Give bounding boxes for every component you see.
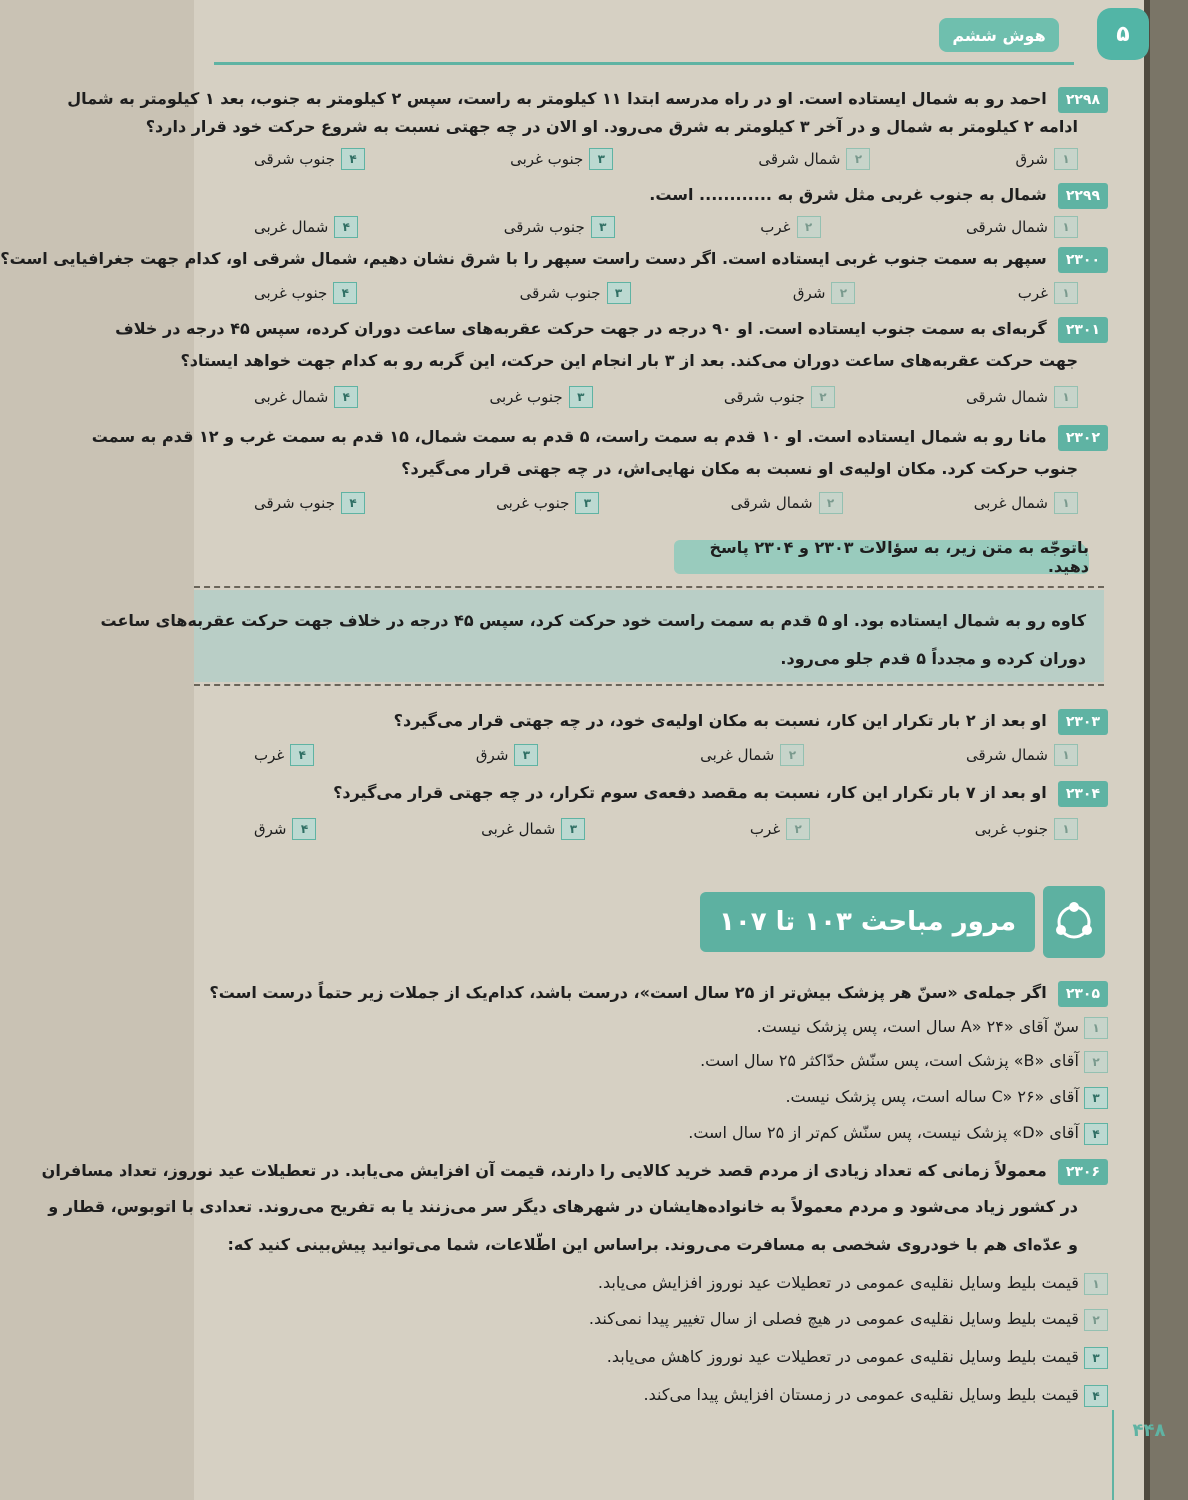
question-text: او بعد از ۷ بار تکرار این کار، نسبت به مقصد دفعه‌ی سوم تکرار، در چه جهتی قرار می‌گیرد؟ [333,783,1047,802]
header-rule [214,62,1074,65]
options-2301 [254,384,1078,410]
option-3[interactable]: ۳ جنوب شرقی [520,280,631,306]
question-number: ۲۳۰۰ [1058,247,1108,273]
options-2304 [254,816,1078,842]
question-text-continued: جهت حرکت عقربه‌های ساعت دوران می‌کند. بعد از ۳ بار انجام این حرکت، این گربه رو به کدام جهت خواهد ایستاد؟ [180,351,1078,370]
question-text: مانا رو به شمال ایستاده است. او ۱۰ قدم به سمت راست، ۵ قدم به سمت شمال، ۱۵ قدم به سمت غرب و ۱۲ قدم به سمت [91,427,1047,446]
option-3[interactable]: ۳ شمال غربی [481,816,585,842]
passage-line: دوران کرده و مجدداً ۵ قدم جلو می‌رود. [780,649,1086,668]
option-1[interactable]: ۱ شمال شرقی [966,214,1078,240]
option-4[interactable]: ۴ آقای «D» پزشک نیست، پس سنّش کم‌تر از ۲۵ سال است. [234,1120,1108,1146]
option-3[interactable]: ۳ آقای «C» ۲۶ ساله است، پس پزشک نیست. [234,1084,1108,1110]
question-2302 [91,424,1108,451]
question-2303 [214,708,1108,735]
option-1[interactable]: ۱ جنوب غربی [975,816,1078,842]
review-cycle-icon [1043,886,1105,958]
question-text-continued: ادامه ۲ کیلومتر به شمال و در آخر ۳ کیلومتر به شرق می‌رود. او الان در چه جهتی نسبت به شروع حرکت خود قرار دارد؟ [145,117,1078,136]
passage-line: کاوه رو به شمال ایستاده بود. او ۵ قدم به سمت راست خود حرکت کرد، سپس ۴۵ درجه در خلاف جهت حرکت عقربه‌های ساعت [100,611,1086,630]
question-2301 [115,316,1108,343]
option-1[interactable]: ۱ غرب [1018,280,1078,306]
option-4[interactable]: ۴ شمال غربی [254,384,358,410]
option-2[interactable]: ۲ جنوب شرقی [724,384,835,410]
option-1[interactable]: ۱ شرق [1016,146,1078,172]
question-text: او بعد از ۲ بار تکرار این کار، نسبت به مکان اولیه‌ی خود، در چه جهتی قرار می‌گیرد؟ [393,711,1047,730]
options-2299 [254,214,1078,240]
question-number: ۲۳۰۲ [1058,425,1108,451]
option-1[interactable]: ۱ سنّ آقای «A» ۲۴ سال است، پس پزشک نیست. [234,1014,1108,1040]
option-1[interactable]: ۱ شمال شرقی [966,384,1078,410]
question-text: سپهر به سمت جنوب غربی ایستاده است. اگر دست راست سپهر را با شرق نشان دهیم، شمال شرقی او، کدام جهت جغرافیایی است؟ [0,249,1047,268]
option-2[interactable]: ۲ غرب [750,816,810,842]
question-text-continued: و عدّه‌ای هم با خودروی شخصی به مسافرت می‌روند. براساس این اطّلاعات، شما می‌توانید پیش‌بینی کنید که: [227,1235,1078,1254]
option-4[interactable]: ۴ غرب [254,742,314,768]
question-text: شمال به جنوب غربی مثل شرق به ............ است. [649,185,1047,204]
options-2298 [254,146,1078,172]
option-2[interactable]: ۲ شمال شرقی [758,146,870,172]
option-4[interactable]: ۴ جنوب شرقی [254,490,365,516]
footer-rule [1112,1410,1114,1500]
question-2306 [41,1158,1108,1185]
question-text: اگر جمله‌ی «سنّ هر پزشک بیش‌تر از ۲۵ سال است»، درست باشد، کدام‌یک از جملات زیر حتماً درست است؟ [209,983,1047,1002]
options-2302 [254,490,1078,516]
option-2[interactable]: ۲ آقای «B» پزشک است، پس سنّش حدّاکثر ۲۵ سال است. [234,1048,1108,1074]
question-2298 [67,86,1108,113]
option-1[interactable]: ۱ شمال غربی [974,490,1078,516]
option-3[interactable]: ۳ شرق [476,742,538,768]
question-2305 [209,980,1108,1007]
question-number: ۲۳۰۱ [1058,317,1108,343]
reading-passage [100,590,1104,682]
option-1[interactable]: ۱ قیمت بلیط وسایل نقلیه‌ی عمومی در تعطیلات عید نوروز افزایش می‌یابد. [234,1270,1108,1296]
question-text: گربه‌ای به سمت جنوب ایستاده است. او ۹۰ درجه در جهت حرکت عقربه‌های ساعت دوران کرده، سپس ۴۵ درجه در خلاف [115,319,1047,338]
divider [194,586,1104,588]
options-2303 [254,742,1078,768]
option-3[interactable]: ۳ جنوب شرقی [504,214,615,240]
question-number: ۲۲۹۸ [1058,87,1108,113]
question-2304 [214,780,1108,807]
option-4[interactable]: ۴ جنوب غربی [254,280,357,306]
question-text-continued: جنوب حرکت کرد. مکان اولیه‌ی او نسبت به مکان نهایی‌اش، در چه جهتی قرار می‌گیرد؟ [401,459,1078,478]
option-3[interactable]: ۳ قیمت بلیط وسایل نقلیه‌ی عمومی در تعطیلات عید نوروز کاهش می‌یابد. [234,1344,1108,1370]
option-2[interactable]: ۲ غرب [760,214,820,240]
option-4[interactable]: ۴ شمال غربی [254,214,358,240]
passage-heading: باتوجّه به متن زیر، به سؤالات ۲۳۰۳ و ۲۳۰۴ پاسخ دهید. [674,540,1089,574]
question-text: احمد رو به شمال ایستاده است. او در راه مدرسه ابتدا ۱۱ کیلومتر به راست، سپس ۲ کیلومتر به جنوب، بعد ۱ کیلومتر به شمال [67,89,1047,108]
option-3[interactable]: ۳ جنوب غربی [489,384,592,410]
option-3[interactable]: ۳ جنوب غربی [496,490,599,516]
options-2300 [254,280,1078,306]
question-2299 [214,182,1108,209]
question-2300 [0,246,1108,273]
question-text: معمولاً زمانی که تعداد زیادی از مردم قصد خرید کالایی را دارند، قیمت آن افزایش می‌یابد. در تعطیلات عید نوروز، تعداد مسافران [41,1161,1047,1180]
question-number: ۲۳۰۵ [1058,981,1108,1007]
option-4[interactable]: ۴ شرق [254,816,316,842]
question-number: ۲۳۰۳ [1058,709,1108,735]
option-2[interactable]: ۲ قیمت بلیط وسایل نقلیه‌ی عمومی در هیچ فصلی از سال تغییر پیدا نمی‌کند. [234,1306,1108,1332]
option-2[interactable]: ۲ شرق [793,280,855,306]
divider [194,684,1104,686]
section-banner [700,886,1105,958]
option-4[interactable]: ۴ قیمت بلیط وسایل نقلیه‌ی عمومی در زمستان افزایش پیدا می‌کند. [234,1382,1108,1408]
option-2[interactable]: ۲ شمال شرقی [731,490,843,516]
option-1[interactable]: ۱ شمال شرقی [966,742,1078,768]
option-2[interactable]: ۲ شمال غربی [700,742,804,768]
question-number: ۲۲۹۹ [1058,183,1108,209]
question-number: ۲۳۰۶ [1058,1159,1108,1185]
option-3[interactable]: ۳ جنوب غربی [510,146,613,172]
publisher-logo: ۵ [1097,8,1149,60]
section-title: مرور مباحث ۱۰۳ تا ۱۰۷ [700,892,1035,952]
option-4[interactable]: ۴ جنوب شرقی [254,146,365,172]
question-number: ۲۳۰۴ [1058,781,1108,807]
question-text-continued: در کشور زیاد می‌شود و مردم معمولاً به خانواده‌هایشان در شهرهای دیگر سر می‌زنند یا به تفریح می‌روند. تعدادی با اتوبوس، قطار و [48,1197,1078,1216]
chapter-tab: هوش ششم [939,18,1059,52]
page-number: ۴۴۸ [1132,1420,1166,1441]
page-edge-strip [1144,0,1188,1500]
